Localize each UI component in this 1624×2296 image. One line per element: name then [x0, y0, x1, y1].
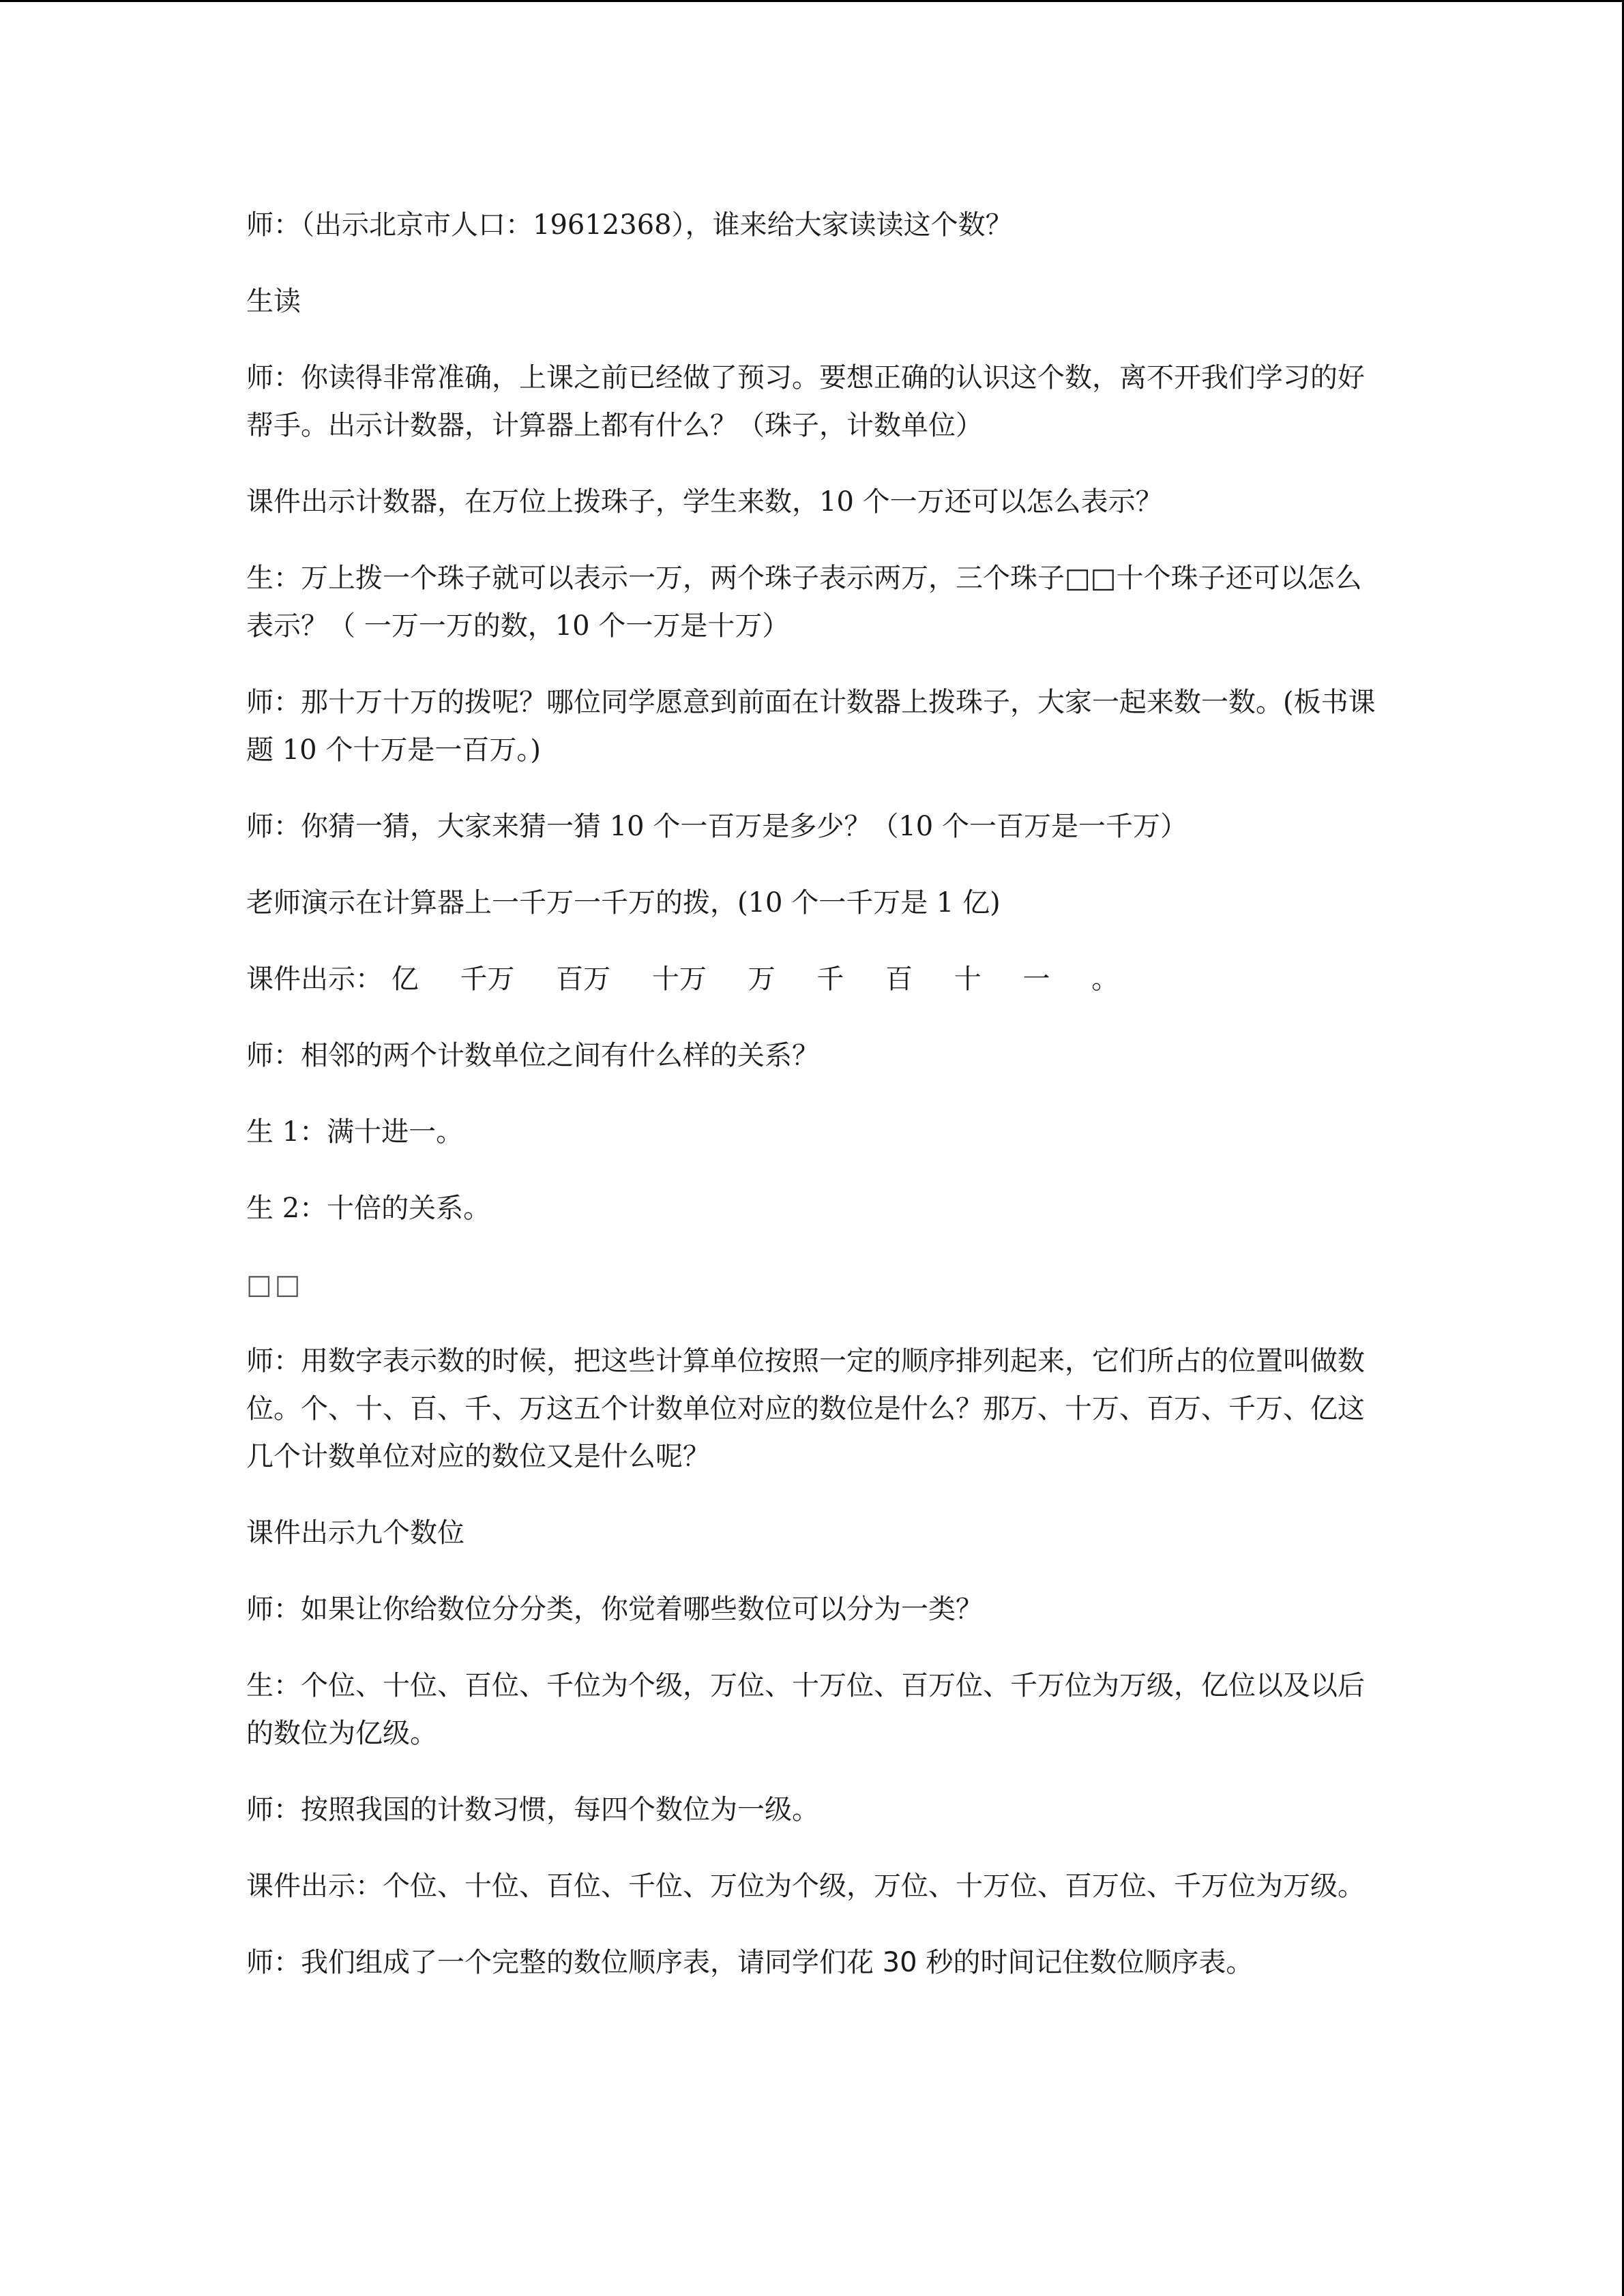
paragraph-student-beads: 生：万上拨一个珠子就可以表示一万，两个珠子表示两万，三个珠子□□十个珠子还可以怎么表示？（ 一万一万的数，10 个一万是十万）	[246, 563, 1362, 642]
paragraph-teacher-order-table	[246, 1939, 1378, 1986]
last-paragraph-after: 秒的时间记住数位顺序表。	[917, 1947, 1254, 1978]
document-body	[246, 201, 1378, 2015]
unit-item: 百	[885, 964, 913, 995]
unit-item: 。	[1091, 964, 1119, 995]
paragraph-student-reads: 生读	[246, 286, 301, 317]
paragraph-courseware-classes: 课件出示：个位、十位、百位、千位、万位为个级，万位、十万位、百万位、千万位为万级。	[246, 1870, 1365, 1902]
units-list	[383, 964, 1119, 995]
paragraph-teacher-classify: 师：如果让你给数位分分类，你觉着哪些数位可以分为一类？	[246, 1594, 983, 1625]
unit-item: 一	[1022, 964, 1050, 995]
unit-item: 万	[748, 964, 776, 995]
unit-item: 千万	[460, 964, 515, 995]
paragraph-courseware-counter: 课件出示计数器，在万位上拨珠子，学生来数，10 个一万还可以怎么表示？	[246, 486, 1163, 518]
paragraph-student-1: 生 1：满十进一。	[246, 1116, 464, 1148]
unit-item: 百万	[556, 964, 611, 995]
last-paragraph-before: 师：我们组成了一个完整的数位顺序表，请同学们花	[246, 1947, 883, 1978]
paragraph-student-2: 生 2：十倍的关系。	[246, 1193, 491, 1224]
paragraph-counting-units	[246, 955, 1378, 1003]
unit-item: 千	[816, 964, 844, 995]
paragraph-courseware-nine-places: 课件出示九个数位	[246, 1517, 464, 1549]
last-paragraph-number: 30	[882, 1947, 917, 1978]
paragraph-teacher-demo: 老师演示在计算器上一千万一千万的拨，(10 个一千万是 1 亿)	[246, 887, 1001, 919]
paragraph-teacher-digit-places: 师：用数字表示数的时候，把这些计算单位按照一定的顺序排列起来，它们所占的位置叫做数位。个、十、百、千、万这五个计数单位对应的数位是什么？那万、十万、百万、千万、亿这几个计数单位对应的数位又是什么呢？	[246, 1345, 1365, 1472]
paragraph-teacher-abacus: 师：你读得非常准确，上课之前已经做了预习。要想正确的认识这个数，离不开我们学习的好帮手。出示计数器，计算器上都有什么？（珠子，计数单位）	[246, 362, 1365, 441]
unit-item: 十万	[651, 964, 707, 995]
paragraph-student-classes: 生：个位、十位、百位、千位为个级，万位、十万位、百万位、千万位为万级，亿位以及以后的数位为亿级。	[246, 1670, 1365, 1749]
paragraph-teacher-four-places: 师：按照我国的计数习惯，每四个数位为一级。	[246, 1794, 819, 1825]
unit-item: 亿	[391, 964, 419, 995]
paragraph-teacher-guess: 师：你猜一猜，大家来猜一猜 10 个一百万是多少？（10 个一百万是一千万）	[246, 811, 1187, 842]
unit-item: 十	[954, 964, 981, 995]
units-prefix: 课件出示：	[246, 964, 383, 995]
paragraph-teacher-hundred-thousand: 师：那十万十万的拨呢？哪位同学愿意到前面在计数器上拨珠子，大家一起来数一数。(板书课题 10 个十万是一百万。)	[246, 687, 1376, 766]
placeholder-boxes: □□	[246, 1269, 304, 1300]
paragraph-teacher-population: 师：（出示北京市人口：19612368），谁来给大家读读这个数？	[246, 209, 1013, 241]
paragraph-teacher-adjacent-units: 师：相邻的两个计数单位之间有什么样的关系？	[246, 1040, 819, 1071]
